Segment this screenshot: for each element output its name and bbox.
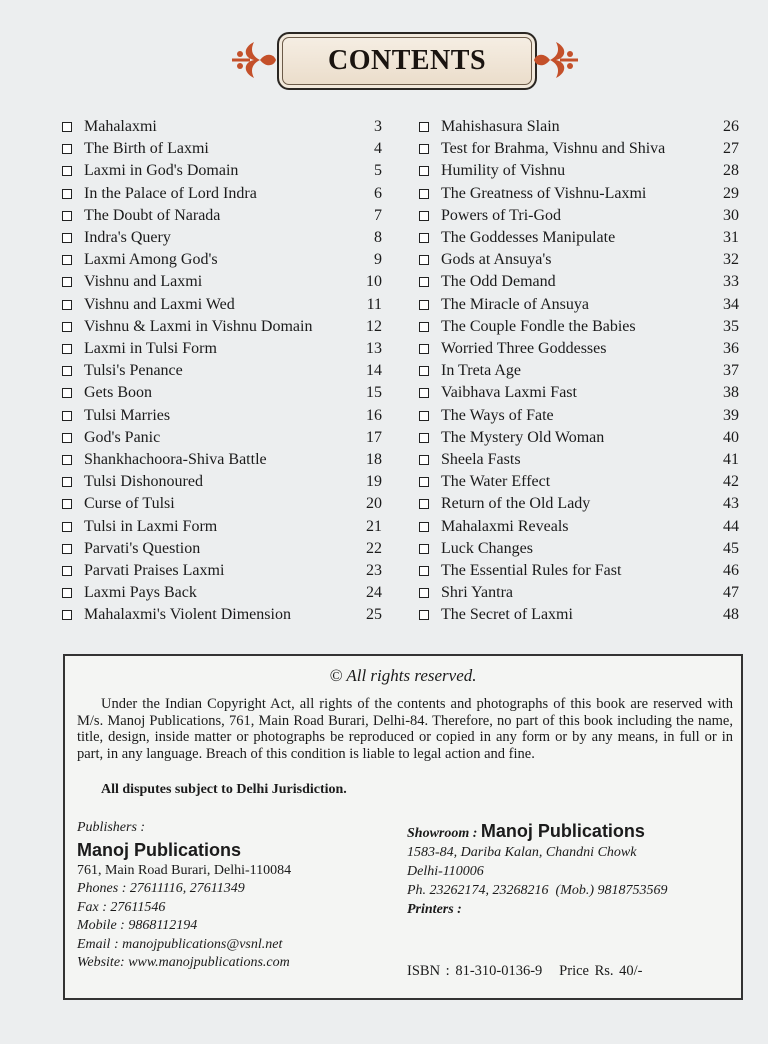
checkbox-bullet-icon [419,211,429,221]
toc-entry-page: 18 [366,451,382,468]
toc-entry-title: The Greatness of Vishnu-Laxmi [441,184,647,202]
jurisdiction-note: All disputes subject to Delhi Jurisdiction. [101,782,347,797]
toc-entry-title: In Treta Age [441,362,521,380]
checkbox-bullet-icon [62,211,72,221]
toc-entry-title: Return of the Old Lady [441,495,591,513]
toc-entry [62,316,382,338]
checkbox-bullet-icon [62,388,72,398]
toc-entry-title: The Mystery Old Woman [441,428,605,446]
checkbox-bullet-icon [62,455,72,465]
toc-entry-page: 27 [723,140,739,158]
toc-entry-title: Mahalaxmi's Violent Dimension [84,606,291,624]
publisher-phones: Phones : 27611116, 27611349 [77,881,245,896]
toc-entry [419,382,739,404]
checkbox-bullet-icon [419,411,429,421]
toc-entry-page: 21 [366,517,382,535]
checkbox-bullet-icon [419,233,429,243]
checkbox-bullet-icon [419,122,429,132]
checkbox-bullet-icon [419,499,429,509]
checkbox-bullet-icon [419,477,429,487]
toc-entry-page: 36 [723,340,739,357]
toc-entry-title: Laxmi Pays Back [84,584,197,602]
toc-entry-title: Shankhachoora-Shiva Battle [84,451,267,468]
showroom-address-1: 1583-84, Dariba Kalan, Chandni Chowk [407,845,637,860]
toc-entry-title: The Odd Demand [441,273,556,291]
toc-entry-page: 20 [366,495,382,513]
publisher-email: Email : manojpublications@vsnl.net [77,936,283,952]
toc-entry-page: 29 [723,184,739,202]
publishers-label: Publishers : [77,820,146,835]
toc-entry-title: The Couple Fondle the Babies [441,317,636,335]
toc-entry-title: Laxmi Among God's [84,251,218,269]
checkbox-bullet-icon [62,233,72,243]
toc-entry [419,405,739,427]
toc-entry-title: Powers of Tri-God [441,206,562,224]
toc-entry-title: Laxmi in Tulsi Form [84,340,217,357]
checkbox-bullet-icon [419,255,429,265]
toc-entry-title: In the Palace of Lord Indra [84,184,257,202]
checkbox-bullet-icon [419,455,429,465]
publisher-name: Manoj Publications [77,839,242,860]
toc-entry [419,271,739,293]
toc-entry [419,538,739,560]
toc-entry-page: 37 [723,362,739,380]
toc-entry-title: Parvati's Question [84,539,201,557]
toc-entry-title: The Secret of Laxmi [441,606,573,624]
publisher-website: Website: www.manojpublications.com [77,955,290,970]
checkbox-bullet-icon [62,566,72,576]
toc-entry-page: 41 [723,451,739,468]
toc-entry [62,205,382,227]
toc-entry-page: 42 [723,473,739,491]
toc-entry-page: 4 [374,140,382,158]
checkbox-bullet-icon [62,610,72,620]
isbn-price: ISBN : 81-310-0136-9 Price Rs. 40/- [407,963,643,979]
toc-entry-page: 7 [374,206,382,224]
checkbox-bullet-icon [62,277,72,287]
toc-entry-page: 5 [374,162,382,180]
fleur-ornament-icon [532,38,580,82]
toc-entry [419,516,739,538]
toc-entry-title: Sheela Fasts [441,451,521,468]
toc-entry [419,471,739,493]
toc-entry-title: Tulsi Dishonoured [84,473,203,491]
showroom-address-2: Delhi-110006 [407,864,484,879]
toc-entry-title: Curse of Tulsi [84,495,175,513]
contents-title-box [277,32,537,90]
toc-entry-page: 40 [723,428,739,446]
toc-entry-page: 13 [366,340,382,357]
toc-entry [419,249,739,271]
toc-entry-title: Shri Yantra [441,584,514,602]
toc-entry-page: 15 [366,384,382,402]
checkbox-bullet-icon [62,499,72,509]
toc-entry-title: Worried Three Goddesses [441,340,607,357]
checkbox-bullet-icon [419,522,429,532]
toc-entry-title: God's Panic [84,428,161,446]
toc-entry [419,227,739,249]
toc-entry [419,449,739,471]
checkbox-bullet-icon [62,189,72,199]
toc-entry [62,427,382,449]
toc-entry [62,471,382,493]
toc-entry [419,116,739,138]
checkbox-bullet-icon [419,300,429,310]
toc-entry-page: 12 [366,317,382,335]
toc-entry [419,604,739,626]
toc-entry-page: 35 [723,317,739,335]
toc-entry [62,116,382,138]
toc-entry-page: 46 [723,562,739,579]
toc-entry-page: 11 [366,295,382,313]
checkbox-bullet-icon [419,610,429,620]
checkbox-bullet-icon [419,344,429,354]
showroom-label: Showroom : [407,826,478,841]
toc-entry [419,582,739,604]
checkbox-bullet-icon [419,166,429,176]
checkbox-bullet-icon [419,144,429,154]
toc-entry-title: Gets Boon [84,384,152,402]
publisher-fax: Fax : 27611546 [77,899,166,915]
toc-entry-page: 26 [723,118,739,135]
checkbox-bullet-icon [62,588,72,598]
copyright-box [63,654,743,1000]
toc-entry-page: 44 [723,517,739,535]
contents-header [0,30,768,90]
toc-entry [62,360,382,382]
toc-entry-title: Indra's Query [84,229,171,246]
toc-entry-page: 16 [366,406,382,424]
toc-entry [62,449,382,471]
toc-entry-title: The Goddesses Manipulate [441,229,616,246]
toc-entry [419,316,739,338]
toc-entry-page: 19 [366,473,382,491]
checkbox-bullet-icon [62,522,72,532]
toc-entry-page: 24 [366,584,382,602]
fleur-ornament-icon [230,38,278,82]
toc-entry-title: The Birth of Laxmi [84,140,209,158]
toc-entry-title: Vaibhava Laxmi Fast [441,384,577,402]
toc-entry [62,560,382,582]
toc-entry-page: 3 [374,118,382,135]
toc-entry-title: The Ways of Fate [441,406,554,424]
toc-entry-title: Humility of Vishnu [441,162,566,180]
toc-entry [62,249,382,271]
toc-entry-title: Mahalaxmi [84,118,157,135]
toc-entry [62,138,382,160]
toc-entry-title: Tulsi's Penance [84,362,183,380]
toc-entry [419,138,739,160]
toc-entry-page: 47 [723,584,739,602]
showroom-phones: Ph. 23262174, 23268216 (Mob.) 9818753569 [407,883,668,898]
toc-entry [419,360,739,382]
toc-entry-page: 28 [723,162,739,180]
checkbox-bullet-icon [62,344,72,354]
checkbox-bullet-icon [62,366,72,376]
toc-entry-title: Parvati Praises Laxmi [84,562,225,579]
toc-entry [62,271,382,293]
toc-entry-title: Vishnu and Laxmi Wed [84,295,235,313]
toc-entry [62,493,382,515]
toc-entry [62,382,382,404]
toc-entry-page: 45 [723,539,739,557]
toc-entry-page: 31 [723,229,739,246]
toc-entry [419,183,739,205]
checkbox-bullet-icon [419,544,429,554]
toc-entry [62,405,382,427]
checkbox-bullet-icon [62,544,72,554]
toc-entry-page: 48 [723,606,739,624]
copyright-text: Under the Indian Copyright Act, all rights of the contents and photographs of this book are reserved with M/s. Manoj Publications, 761, Main Road Burari, Delhi-84. Therefore, no part of this book including the name, title, design, inside matter or photographs be reproduced or copied in any form or by any means, in full or in part, in any language. Breach of this condition is liable to legal action and fine. [77,696,733,762]
checkbox-bullet-icon [419,189,429,199]
toc-entry-title: Test for Brahma, Vishnu and Shiva [441,140,666,158]
publishers-block [77,819,377,973]
toc-entry-page: 43 [723,495,739,513]
toc-entry [62,227,382,249]
toc-entry-title: Tulsi Marries [84,406,171,424]
toc-entry [419,427,739,449]
toc-entry-title: The Doubt of Narada [84,206,221,224]
toc-entry [62,582,382,604]
checkbox-bullet-icon [62,166,72,176]
toc-entry [62,516,382,538]
toc-entry-title: Tulsi in Laxmi Form [84,517,218,535]
toc-entry-title: Mahishasura Slain [441,118,560,135]
checkbox-bullet-icon [419,588,429,598]
page-title: CONTENTS [327,45,487,76]
toc-entry-page: 22 [366,539,382,557]
checkbox-bullet-icon [62,477,72,487]
toc-entry-page: 39 [723,406,739,424]
toc-entry [62,604,382,626]
toc-entry-page: 34 [723,295,739,313]
toc-entry [419,205,739,227]
toc-entry-page: 10 [366,273,382,291]
printers-label: Printers : [407,902,462,917]
toc-entry-title: Luck Changes [441,539,533,557]
checkbox-bullet-icon [419,388,429,398]
checkbox-bullet-icon [62,122,72,132]
checkbox-bullet-icon [62,144,72,154]
toc-entry-page: 32 [723,251,739,269]
toc-entry-title: Mahalaxmi Reveals [441,517,569,535]
toc-entry-title: The Miracle of Ansuya [441,295,589,313]
toc-entry-page: 33 [723,273,739,291]
checkbox-bullet-icon [419,322,429,332]
toc-entry [419,294,739,316]
checkbox-bullet-icon [62,322,72,332]
toc-entry-page: 23 [366,562,382,579]
toc-entry-title: Vishnu and Laxmi [84,273,203,291]
checkbox-bullet-icon [419,433,429,443]
toc-entry-title: The Water Effect [441,473,551,491]
toc-entry-page: 6 [374,184,382,202]
checkbox-bullet-icon [62,300,72,310]
toc-entry [62,338,382,360]
showroom-name: Manoj Publications [480,821,645,841]
toc-entry-page: 8 [374,229,382,246]
toc-entry [62,294,382,316]
checkbox-bullet-icon [419,566,429,576]
toc-entry [419,493,739,515]
toc-entry-page: 25 [366,606,382,624]
toc-entry-page: 30 [723,206,739,224]
toc-entry-page: 9 [374,251,382,269]
toc-entry-title: The Essential Rules for Fast [441,562,622,579]
rights-heading: © All rights reserved. [329,666,477,685]
toc-entry [419,160,739,182]
showroom-block [407,822,737,919]
checkbox-bullet-icon [62,255,72,265]
checkbox-bullet-icon [62,433,72,443]
toc-entry-title: Laxmi in God's Domain [84,162,239,180]
toc-entry-page: 38 [723,384,739,402]
toc-entry [62,183,382,205]
toc-entry [62,160,382,182]
toc-entry [62,538,382,560]
toc-entry [419,338,739,360]
checkbox-bullet-icon [62,411,72,421]
toc-entry-title: Vishnu & Laxmi in Vishnu Domain [84,317,313,335]
checkbox-bullet-icon [419,277,429,287]
toc-entry-title: Gods at Ansuya's [441,251,552,269]
checkbox-bullet-icon [419,366,429,376]
toc-entry-page: 14 [366,362,382,380]
toc-entry [419,560,739,582]
toc-entry-page: 17 [366,428,382,446]
publisher-mobile: Mobile : 9868112194 [77,918,198,933]
publisher-address: 761, Main Road Burari, Delhi-110084 [77,862,292,878]
